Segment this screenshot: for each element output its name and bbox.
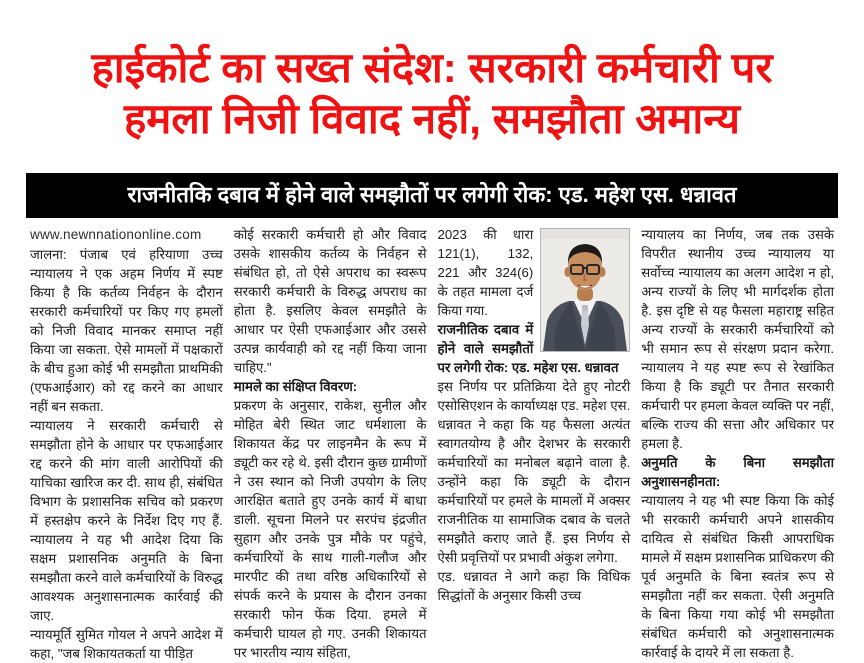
case-summary-subhead: मामले का संक्षिप्त विवरण: — [233, 378, 358, 394]
column-1 — [30, 225, 223, 663]
article-body — [0, 218, 864, 663]
subheadline-bar — [26, 173, 838, 218]
subheadline-text: राजनीतकि दबाव में होने वाले समझौतों पर लगेगी रोक: एड. महेश एस. धन्नावत — [127, 181, 737, 207]
headline-line-1: हाईकोर्ट का सख्त संदेश: सरकारी कर्मचारी पर — [91, 44, 773, 91]
paragraph: प्रकरण के अनुसार, राकेश, सुनील और मोहित बेरी स्थित जाट धर्मशाला के शिकायत केंद्र पर लाइनमैन के रूप में ड्यूटी कर रहे थे. इसी दौरान कुछ ग्रामीणों ने उस स्थान को निजी उपयोग के लिए आरक्षित बताते हुए उनके कार्य में बाधा डाली. सूचना मिलने पर सरपंच इंद्रजीत सुहाग और उनके पुत्र मौके पर पहुंचे, कर्मचारियों के साथ गाली-गलौज और मारपीट की तथा वरिष्ठ अधिकारियों से संपर्क करने के प्रयास के दौरान उनका सरकारी फोन फेंक दिया. हमले में कर्मचारी घायल हो गए. उनकी शिकायत पर भारतीय न्याय संहिता, — [233, 397, 427, 660]
portrait-photo-graphic — [541, 229, 629, 351]
paragraph: इस निर्णय पर प्रतिक्रिया देते हुए नोटरी एसोसिएशन के कार्याध्यक्ष एड. महेश एस. धन्नावत ने कहा कि यह फैसला अत्यंत स्वागतयोग्य है और देशभर के सरकारी कर्मचारियों का मनोबल बढ़ाने वाला है. उन्होंने कहा कि ड्यूटी के दौरान कर्मचारियों पर हमले के मामलों में अक्सर राजनीतिक या सामाजिक दबाव के चलते समझौते कराए जाते हैं. इस निर्णय से ऐसी प्रवृत्तियों पर प्रभावी अंकुश लगेगा. — [437, 378, 631, 565]
paragraph: न्यायालय का निर्णय, जब तक उसके विपरीत स्थानीय उच्च न्यायालय या सर्वोच्च न्यायालय का अलग आदेश न हो, अन्य राज्यों के लिए भी मार्गदर्शक होता है. इस दृष्टि से यह फैसला महाराष्ट्र सहित अन्य राज्यों के सरकारी कर्मचारियों को भी समान रूप से संरक्षण प्रदान करेगा. न्यायालय ने यह स्पष्ट रूप से रेखांकित किया है कि ड्यूटी पर तैनात सरकारी कर्मचारी पर हमला केवल व्यक्ति पर नहीं, बल्कि राज्य की सत्ता और अधिकार पर हमला है. — [641, 226, 834, 451]
column-2 — [234, 225, 427, 663]
headline-line-2: हमला निजी विवाद नहीं, समझौता अमान्य — [123, 95, 741, 143]
paragraph: कोई सरकारी कर्मचारी हो और विवाद उसके शासकीय कर्तव्य के निर्वहन से संबंधित हो, तो ऐसे अपराध का स्वरूप सरकारी कर्मचारी के विरुद्ध अपराध का होता है. इसलिए केवल समझौते के आधार पर ऐसी एफआईआर और उससे उत्पन्न कार्यवाही को रद्द नहीं किया जाना चाहिए." — [233, 226, 427, 375]
paragraph: न्यायमूर्ति सुमित गोयल ने अपने आदेश में कहा, "जब शिकायतकर्ता या पीड़ित — [30, 626, 223, 661]
discipline-subhead: अनुमति के बिना समझौता अनुशासनहीनता: — [641, 454, 834, 489]
website-url: www.newnnationonline.com — [30, 226, 202, 242]
column-4 — [641, 225, 834, 663]
main-headline — [0, 42, 864, 144]
paragraph: 2023 की धारा 121(1), 132, 221 और 324(6) के तहत मामला दर्ज किया गया. — [437, 226, 534, 318]
column-3 — [438, 225, 631, 663]
paragraph: एड. धन्नावत ने आगे कहा कि विधिक सिद्धांतों के अनुसार किसी उच्च — [437, 568, 631, 603]
newspaper-page — [0, 42, 864, 661]
paragraph: जालना: पंजाब एवं हरियाणा उच्च न्यायालय ने एक अहम निर्णय में स्पष्ट किया है कि कर्तव्य निर्वहन के दौरान सरकारी कर्मचारियों पर किए गए हमलों को निजी विवाद मानकर समाप्त नहीं किया जा सकता. ऐसे मामलों में पक्षकारों के बीच हुआ कोई भी समझौता प्राथमिकी (एफआईआर) को रद्द करने का आधार नहीं बन सकता. — [30, 246, 223, 414]
paragraph: न्यायालय ने सरकारी कर्मचारी से समझौता होने के आधार पर एफआईआर रद्द करने की मांग वाली आरोपियों की याचिका खारिज कर दी. साथ ही, संबंधित विभाग के प्रशासनिक सचिव को प्रकरण में हस्तक्षेप करने के निर्देश दिए गए हैं. न्यायालय ने यह भी आदेश दिया कि सक्षम प्रशासनिक अनुमति के बिना समझौता करने वाले कर्मचारियों के विरुद्ध आवश्यक अनुशासनात्मक कार्रवाई की जाए. — [30, 417, 223, 623]
reaction-subhead: राजनीतिक दबाव में होने वाले समझौतों पर लगेगी रोक: एड. महेश एस. धन्नावत — [437, 321, 619, 375]
paragraph: न्यायालय ने यह भी स्पष्ट किया कि कोई भी सरकारी कर्मचारी अपने शासकीय दायित्व से संबंधित किसी आपराधिक मामले में सक्षम प्रशासनिक प्राधिकरण की पूर्व अनुमति के बिना स्वतंत्र रूप से समझौता नहीं कर सकता. ऐसी अनुमति के बिना किया गया कोई भी समझौता संबंधित कर्मचारी को अनुशासनात्मक कार्रवाई के दायरे में ला सकता है. — [641, 492, 834, 660]
portrait-photo — [540, 228, 630, 352]
